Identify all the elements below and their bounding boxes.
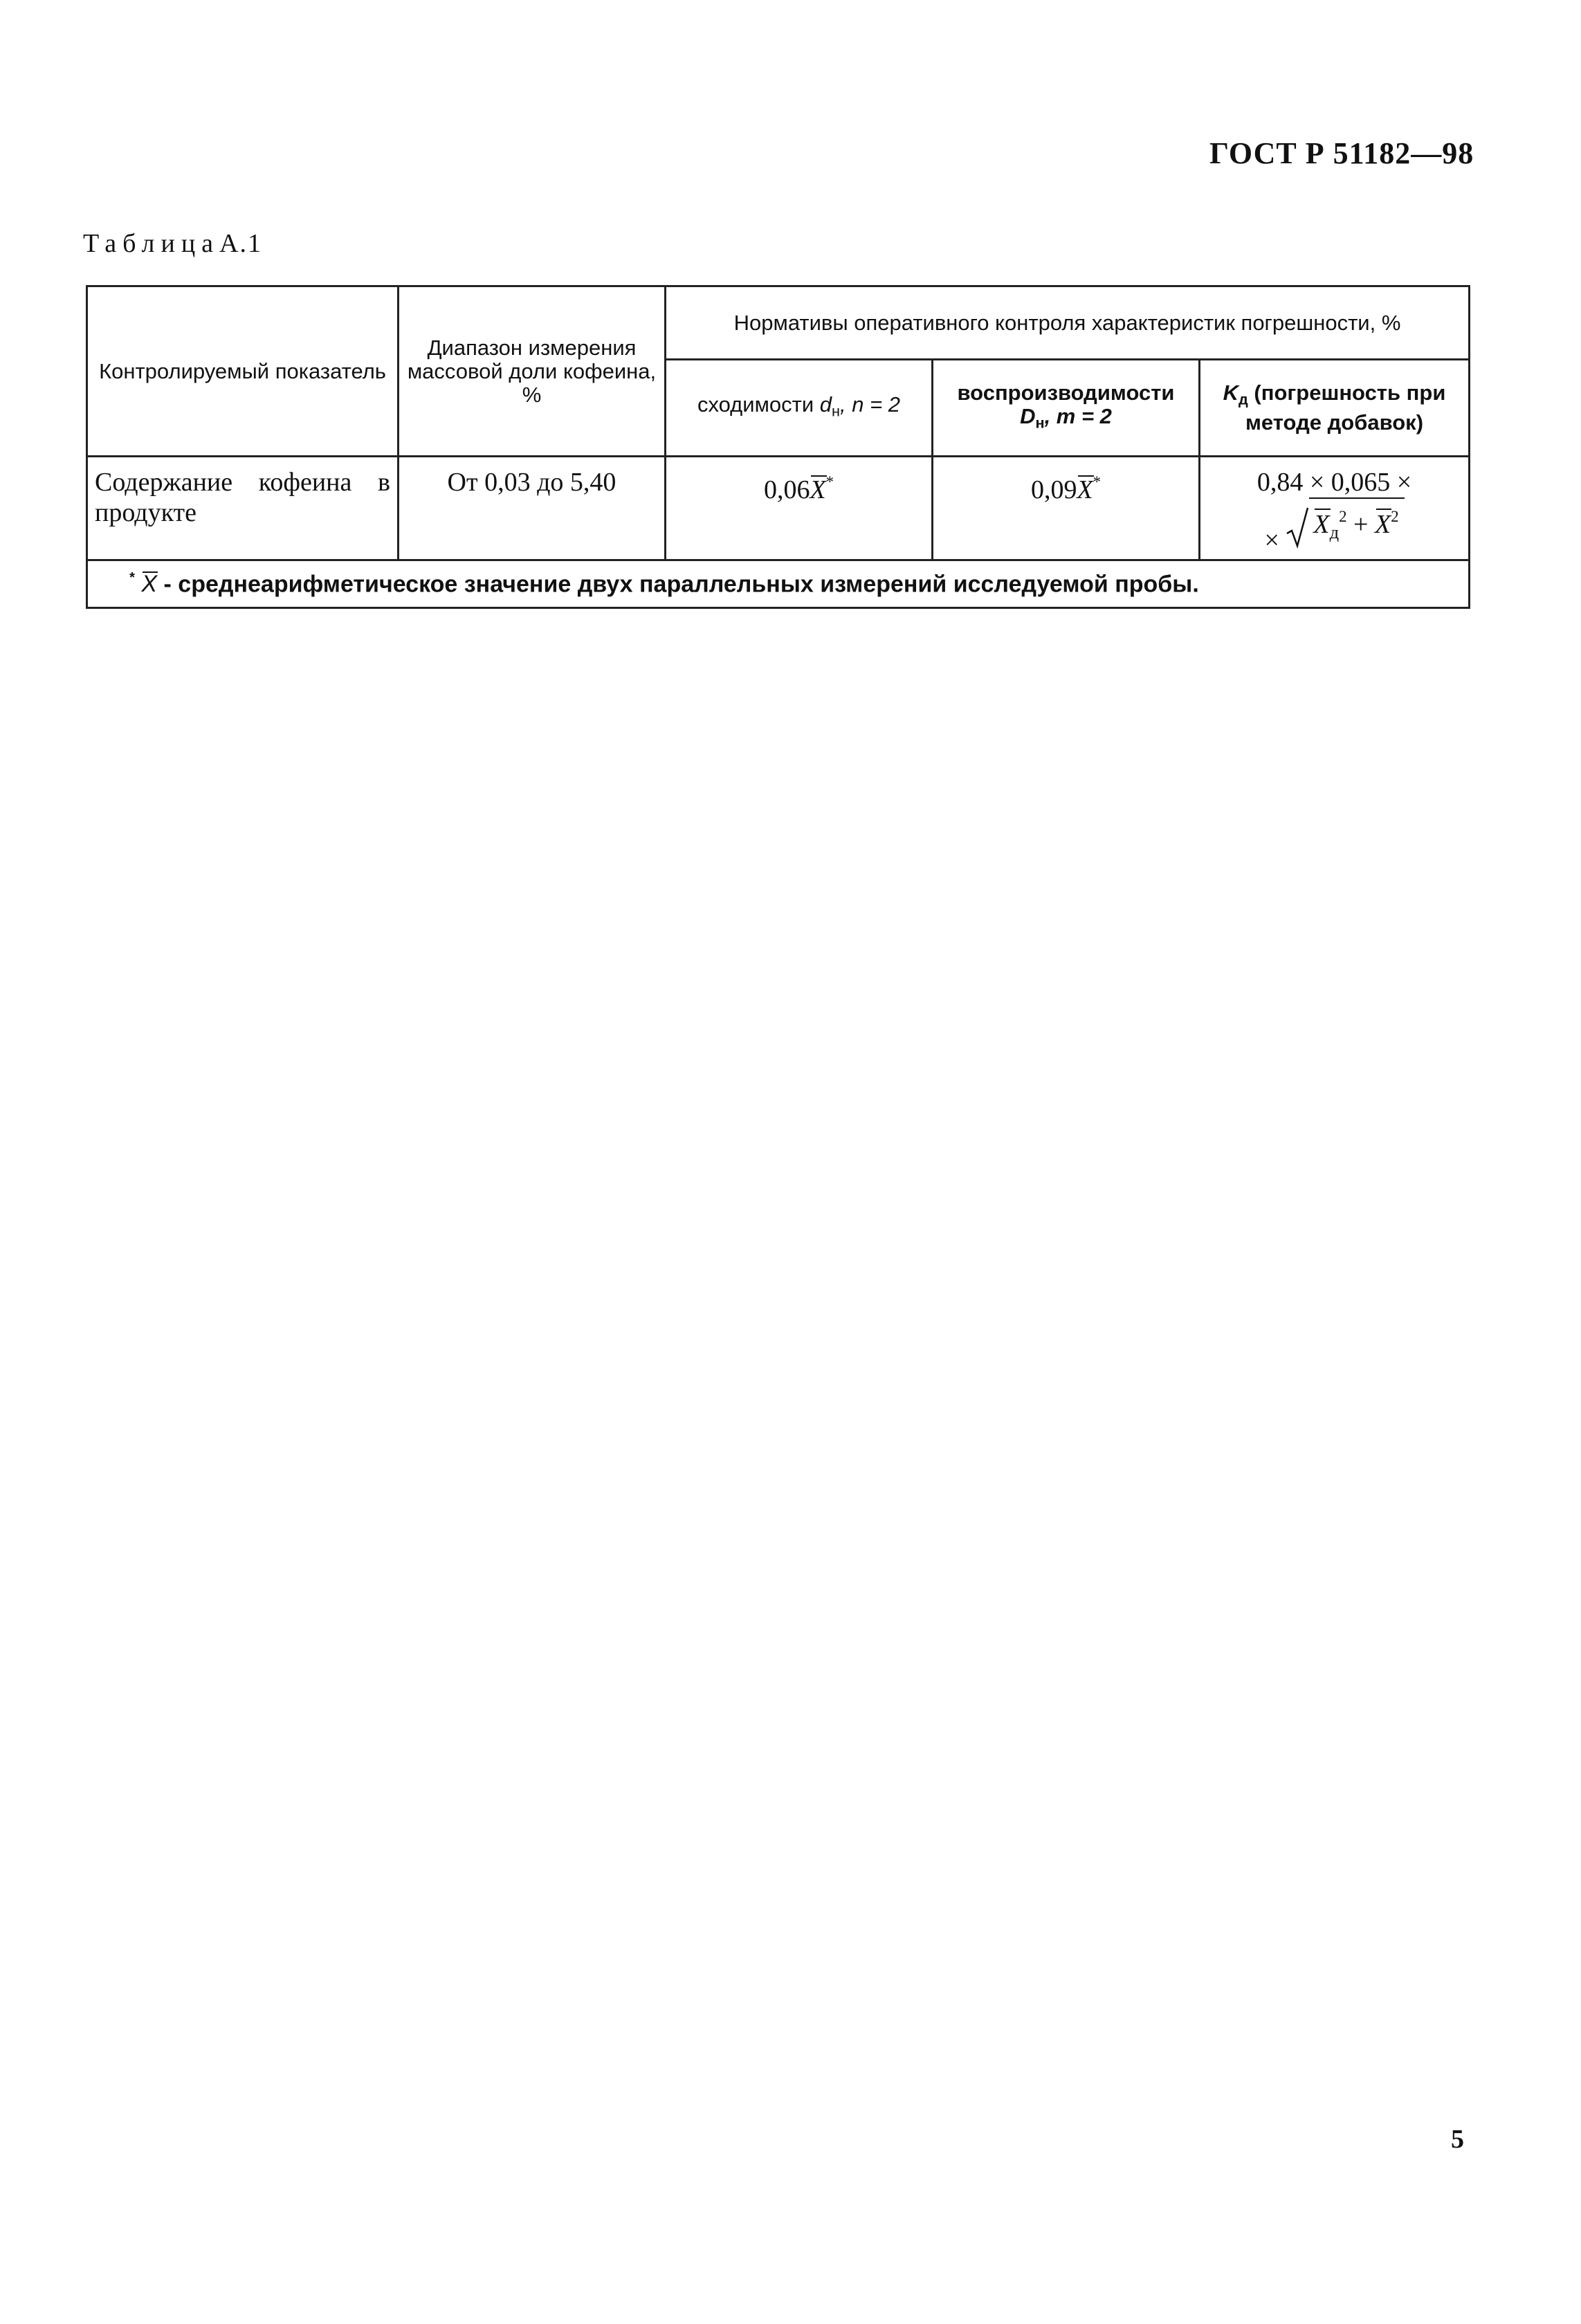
- square-root-sign: $X_д^2 + X^2$: [1286, 497, 1404, 549]
- k-formula-line1: 0,84 × 0,065 ×: [1256, 468, 1412, 497]
- table-caption-word: Таблица: [83, 229, 220, 258]
- table-header-row: [87, 286, 1470, 360]
- table-caption: [83, 228, 262, 259]
- standard-number: ГОСТ Р 51182—98: [1209, 136, 1474, 170]
- k-formula-line2: × $X_д^2 + X^2$: [1207, 497, 1461, 556]
- cell-range: От 0,03 до 5,40: [399, 457, 666, 560]
- table-footnote-row: [87, 560, 1470, 608]
- header-group: Нормативы оперативного контроля характеристик погрешности, %: [666, 286, 1470, 360]
- table-caption-number: А.1: [219, 229, 262, 258]
- header-reproducibility: воспроизводимости $D_н$, m = 2: [933, 360, 1200, 457]
- cell-k-additive: [1200, 457, 1470, 560]
- radical-icon: [1286, 507, 1309, 549]
- header-k-additive: $K_д$ (погрешность при методе добавок): [1200, 360, 1470, 457]
- header-range: Диапазон измерения массовой доли кофеина, %: [399, 286, 666, 457]
- table-footnote: * X - среднеарифметическое значение двух параллельных измерений исследуемой пробы.: [87, 560, 1470, 608]
- table-row: [87, 457, 1470, 560]
- cell-indicator: Содержание кофеина в продукте: [87, 457, 399, 560]
- control-standards-table: [86, 285, 1470, 609]
- cell-reproducibility: 0,09X*: [933, 457, 1200, 560]
- cell-convergence: 0,06X*: [666, 457, 933, 560]
- page-number: 5: [1451, 2125, 1464, 2154]
- header-indicator: Контролируемый показатель: [87, 286, 399, 457]
- header-convergence: сходимости $d_н$, n = 2: [666, 360, 933, 457]
